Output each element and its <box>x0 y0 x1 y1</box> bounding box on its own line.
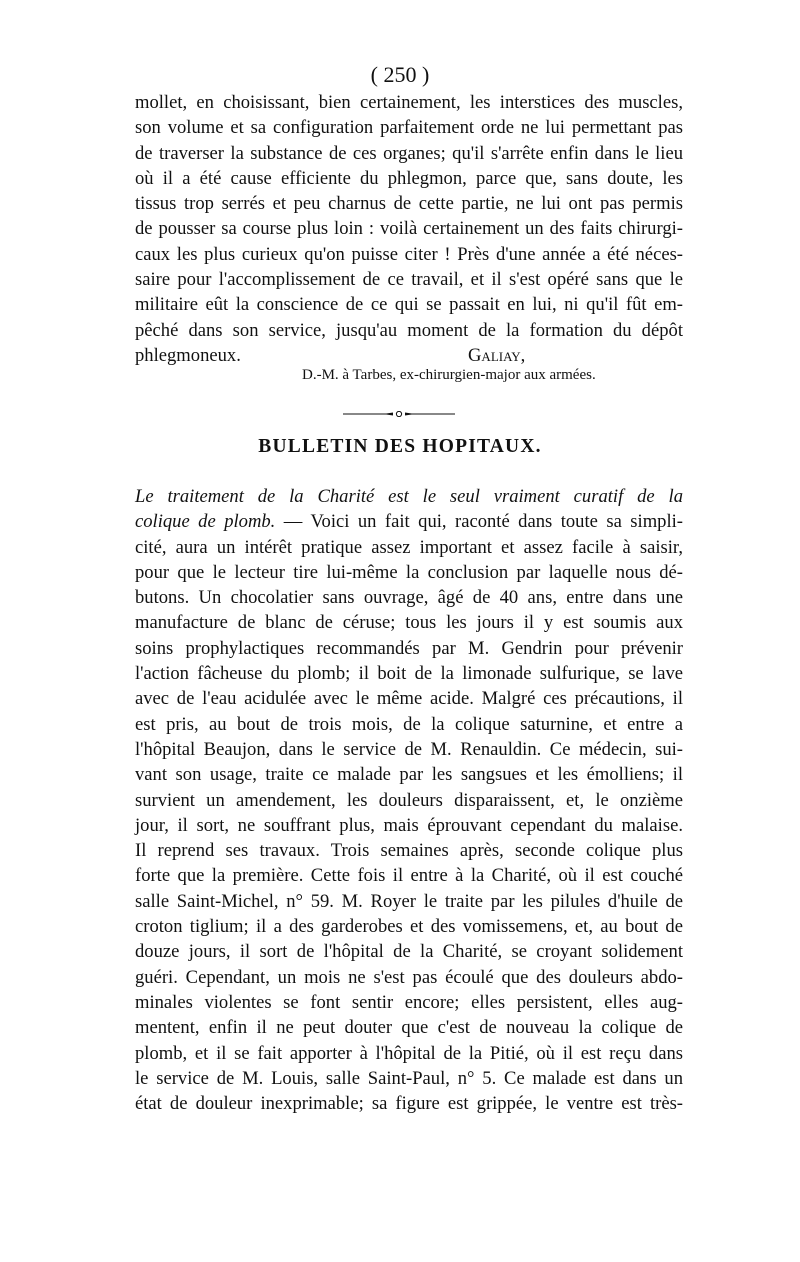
text-line: minales violentes se font sentir encore; elles persistent, elles aug- <box>135 991 683 1013</box>
text-line: avec de l'eau acidulée avec le même acide. Malgré ces précautions, il <box>135 688 683 710</box>
text-line: croton tiglium; il a des garderobes et des vomissemens, et, au bout de <box>135 916 683 938</box>
text-line: plomb, et il se fait apporter à l'hôpital de la Pitié, où il est reçu dans <box>135 1042 683 1064</box>
text-line: l'action fâcheuse du plomb; il boit de la limonade sulfurique, se lave <box>135 663 683 685</box>
text-line: phlegmoneux. <box>135 344 241 366</box>
text-line: salle Saint-Michel, n° 59. M. Royer le traite par les pilules d'huile de <box>135 890 683 912</box>
text-line: l'hôpital Beaujon, dans le service de M. Renauldin. Ce médecin, sui- <box>135 738 683 760</box>
text-fragment: — Voici un fait qui, raconté dans toute sa simpli- <box>275 511 683 533</box>
text-line: de pousser sa course plus loin : voilà certainement un des faits chirurgi- <box>135 218 683 240</box>
text-line: de traverser la substance de ces organes; qu'il s'arrête enfin dans le lieu <box>135 142 683 164</box>
author-credential: D.-M. à Tarbes, ex-chirurgien-major aux armées. <box>302 367 596 383</box>
text-line: cité, aura un intérêt pratique assez important et assez facile à saisir, <box>135 536 683 558</box>
text-line: mollet, en choisissant, bien certainement, les interstices des muscles, <box>135 92 683 113</box>
text-line: manufacture de blanc de céruse; tous les jours il y est soumis aux <box>135 612 683 634</box>
text-line <box>135 509 683 534</box>
text-line: survient un amendement, les douleurs disparaissent, et, le onzième <box>135 789 683 811</box>
text-line: Il reprend ses travaux. Trois semaines après, seconde colique plus <box>135 840 683 862</box>
paragraph-continuation <box>135 90 683 368</box>
article-paragraph <box>135 484 683 1116</box>
article-title: colique de plomb. <box>135 511 276 533</box>
ornamental-divider <box>343 411 455 413</box>
text-line: est pris, au bout de trois mois, de la colique saturnine, et entre a <box>135 713 683 735</box>
text-line: butons. Un chocolatier sans ouvrage, âgé de 40 ans, entre dans une <box>135 587 683 609</box>
text-line: où il a été cause efficiente du phlegmon, parce que, sans doute, les <box>135 167 683 189</box>
text-line: tissus trop serrés et peu charnus de cette partie, ne lui ont pas permis <box>135 193 683 215</box>
text-line: pêché dans son service, jusqu'au moment de la formation du dépôt <box>135 319 683 341</box>
signature-line <box>135 343 683 368</box>
text-line: jour, il sort, ne souffrant plus, mais éprouvant cependant du malaise. <box>135 814 683 836</box>
text-line: caux les plus curieux qu'on puisse citer ! Près d'une année a été néces- <box>135 243 683 265</box>
text-line: douze jours, il sort de l'hôpital de la Charité, se croyant solidement <box>135 941 683 963</box>
text-line: soins prophylactiques recommandés par M. Gendrin pour prévenir <box>135 637 683 659</box>
text-line: état de douleur inexprimable; sa figure est grippée, le ventre est très- <box>135 1093 683 1115</box>
text-line: saire pour l'accomplissement de ce travail, et il s'est opéré sans que le <box>135 269 683 291</box>
section-heading: BULLETIN DES HOPITAUX. <box>258 436 542 457</box>
text-line: militaire eût la conscience de ce qui se passait en lui, ni qu'il fût em- <box>135 294 683 316</box>
text-line: vant son usage, traite ce malade par les sangsues et les émolliens; il <box>135 764 683 786</box>
text-line: son volume et sa configuration parfaitement orde ne lui permettant pas <box>135 117 683 139</box>
text-line: forte que la première. Cette fois il entre à la Charité, où il est couché <box>135 865 683 887</box>
text-line: guéri. Cependant, un mois ne s'est pas écoulé que des douleurs abdo- <box>135 966 683 988</box>
text-line: pour que le lecteur tire lui-même la conclusion par laquelle nous dé- <box>135 561 683 583</box>
text-line: mentent, enfin il ne peut douter que c'est de nouveau la colique de <box>135 1017 683 1039</box>
page-number: ( 250 ) <box>370 62 430 87</box>
text-line <box>135 484 683 509</box>
text-line: le service de M. Louis, salle Saint-Paul, n° 5. Ce malade est dans un <box>135 1067 683 1089</box>
article-title: Le traitement de la Charité est le seul vraiment curatif de la <box>135 486 683 507</box>
author-signature: Galiay, <box>468 344 526 366</box>
